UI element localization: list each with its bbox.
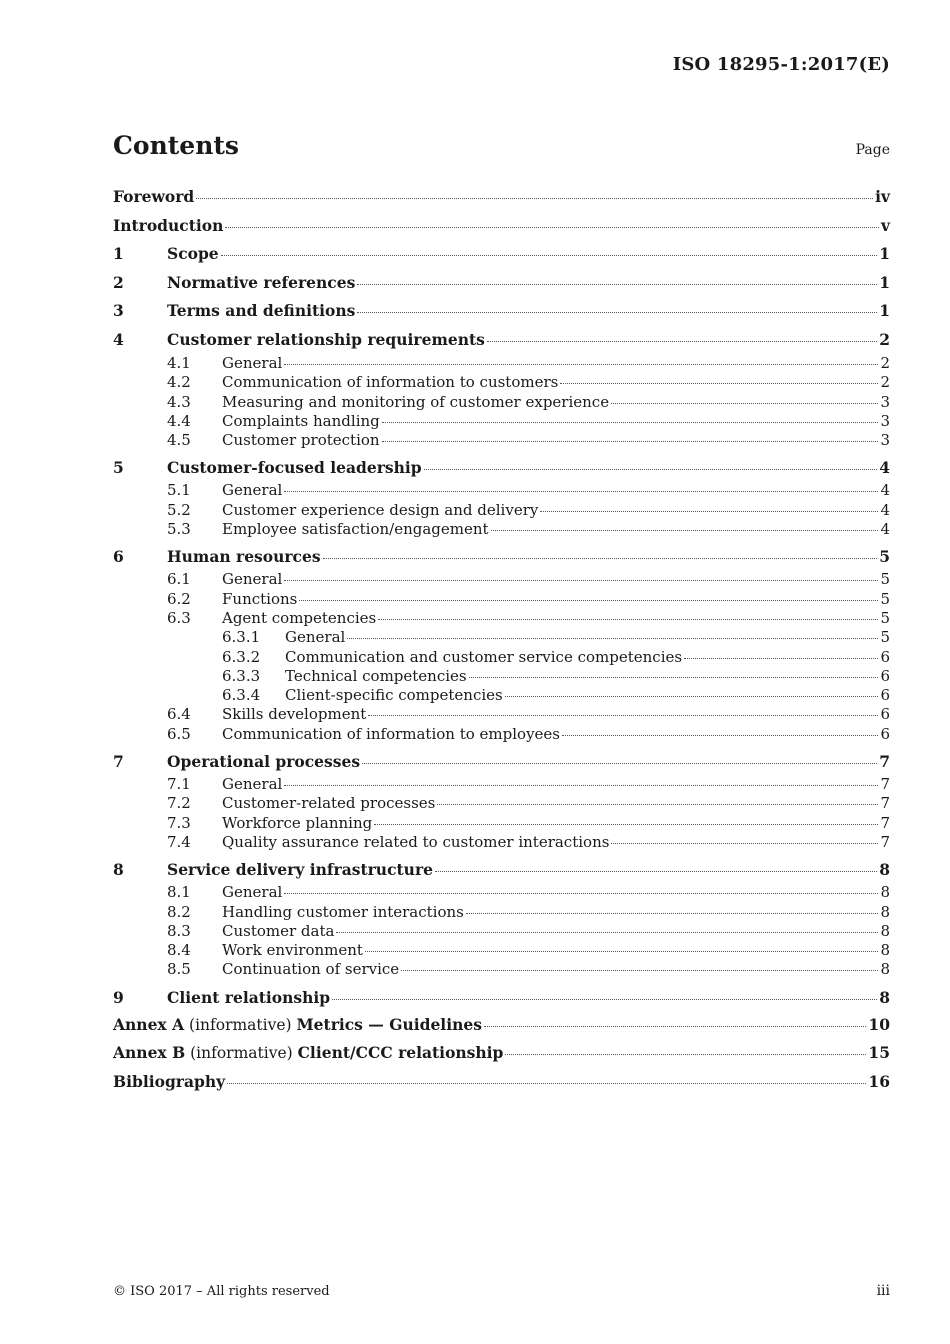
dot-leader [196, 197, 873, 199]
toc-entry-annex-title: Metrics — Guidelines [296, 1014, 482, 1034]
toc-entry-page: 6 [880, 647, 890, 666]
toc-entry-page: 8 [880, 941, 890, 960]
toc-entry-number: 6.4 [167, 705, 191, 724]
copyright-notice: © ISO 2017 – All rights reserved [113, 1284, 330, 1299]
dot-leader [284, 892, 878, 894]
toc-entry[interactable] [113, 297, 890, 326]
toc-entry[interactable] [113, 431, 890, 450]
toc-entry[interactable] [113, 744, 890, 775]
toc-entry-page: 3 [880, 411, 890, 430]
dot-leader [466, 912, 879, 914]
toc-entry[interactable] [113, 941, 890, 960]
toc-entry[interactable] [113, 883, 890, 902]
toc-entry-title: Communication of information to customers [222, 373, 559, 392]
toc-entry[interactable] [113, 501, 890, 520]
toc-entry-page: 1 [879, 272, 890, 292]
toc-entry-page: 8 [880, 921, 890, 940]
toc-entry-page: 8 [880, 902, 890, 921]
toc-entry-number: 6.2 [167, 589, 191, 608]
toc-entry[interactable] [113, 667, 890, 686]
dot-leader [368, 714, 878, 716]
toc-entry-page: 8 [880, 883, 890, 902]
toc-entry[interactable] [113, 1011, 890, 1040]
dot-leader [435, 870, 877, 872]
toc-entry-number: 6.3 [167, 608, 191, 627]
toc-entry[interactable] [113, 1039, 890, 1068]
toc-entry[interactable] [113, 570, 890, 589]
toc-entry-page: 8 [880, 960, 890, 979]
dot-leader [469, 676, 879, 678]
toc-entry-page: v [880, 215, 890, 235]
toc-entry-number: 6.5 [167, 724, 191, 743]
toc-entry-title: Scope [167, 244, 219, 263]
toc-entry-title: Customer data [222, 921, 335, 940]
toc-entry-title: Quality assurance related to customer interactions [222, 832, 610, 851]
toc-entry[interactable] [113, 1068, 890, 1097]
dot-leader [611, 402, 878, 404]
toc-entry-title: Operational processes [167, 752, 361, 772]
toc-entry-title: Skills development [222, 705, 367, 724]
toc-entry-title: General [222, 775, 283, 794]
toc-entry[interactable] [113, 814, 890, 833]
dot-leader [684, 657, 878, 659]
toc-entry-page: 6 [880, 705, 890, 724]
toc-entry-number: 7 [113, 752, 124, 772]
dot-leader [611, 842, 878, 844]
toc-entry-number: 5.3 [167, 520, 191, 539]
toc-entry-annex-type: (informative) [185, 1044, 298, 1063]
toc-entry-title: Workforce planning [222, 813, 373, 832]
toc-entry-number: 8.1 [167, 883, 191, 902]
page-column-label: Page [855, 142, 890, 158]
toc-entry-page: 16 [868, 1071, 890, 1091]
toc-entry-title: General [285, 628, 346, 647]
toc-entry-title: Foreword [113, 187, 195, 206]
toc-entry-number: 6.1 [167, 570, 191, 589]
dot-leader [347, 637, 878, 639]
toc-entry[interactable] [113, 412, 890, 431]
dot-leader [374, 823, 878, 825]
dot-leader [378, 618, 878, 620]
toc-entry-title: Communication and customer service competencies [285, 647, 683, 666]
toc-entry[interactable] [113, 183, 890, 212]
toc-entry-number: 1 [113, 244, 124, 263]
toc-entry-title: General [222, 570, 283, 589]
toc-entry[interactable] [113, 775, 890, 794]
toc-entry-number: 4.4 [167, 411, 191, 430]
toc-entry-title: Human resources [167, 547, 321, 567]
toc-entry-title: Customer-related processes [222, 794, 436, 813]
toc-entry-title: General [222, 481, 283, 500]
toc-entry-number: 8 [113, 860, 124, 880]
toc-entry-page: 5 [880, 570, 890, 589]
toc-entry-title: Technical competencies [285, 666, 467, 685]
toc-entry[interactable] [113, 794, 890, 813]
toc-entry-title: Continuation of service [222, 960, 400, 979]
dot-leader [332, 998, 877, 1000]
toc-entry-page: 3 [880, 431, 890, 450]
toc-entry[interactable] [113, 852, 890, 883]
toc-entry-title: Agent competencies [222, 608, 377, 627]
toc-entry[interactable] [113, 833, 890, 852]
toc-entry-number: 8.5 [167, 960, 191, 979]
toc-entry-title: Functions [222, 589, 298, 608]
toc-entry-title: General [222, 354, 283, 372]
toc-entry-title: Customer-focused leadership [167, 458, 422, 478]
toc-entry-page: 7 [880, 813, 890, 832]
toc-entry-page: 2 [880, 354, 890, 372]
dot-leader [284, 490, 878, 492]
toc-entry-number: 6.3.4 [222, 686, 261, 705]
toc-entry-number: 6.3.3 [222, 666, 261, 685]
toc-entry-number: 7.1 [167, 775, 191, 794]
toc-entry[interactable] [113, 481, 890, 500]
toc-entry-number: 7.3 [167, 813, 191, 832]
toc-entry[interactable] [113, 628, 890, 647]
toc-entry[interactable] [113, 980, 890, 1011]
toc-entry-annex-label: Annex B [113, 1043, 186, 1063]
toc-entry-page: 3 [880, 392, 890, 411]
toc-entry-annex-label: Annex A [113, 1014, 185, 1034]
toc-entry-title: Client relationship [167, 987, 331, 1007]
dot-leader [284, 363, 878, 365]
toc-entry-number: 5.1 [167, 481, 191, 500]
toc-entry[interactable] [113, 393, 890, 412]
dot-leader [560, 382, 878, 384]
toc-entry-title: General [222, 883, 283, 902]
toc-entry[interactable] [113, 354, 890, 373]
toc-entry-number: 5 [113, 458, 124, 478]
dot-leader [336, 931, 878, 933]
toc-entry-annex-title: Client/CCC relationship [297, 1043, 504, 1063]
dot-leader [505, 1053, 866, 1055]
toc-entry-number: 8.4 [167, 941, 191, 960]
toc-entry-title: Customer protection [222, 431, 380, 450]
toc-entry-number: 2 [113, 272, 124, 292]
dot-leader [540, 510, 878, 512]
dot-leader [491, 529, 879, 531]
dot-leader [401, 969, 878, 971]
toc-entry-page: 7 [879, 752, 890, 772]
toc-entry-page: 5 [880, 589, 890, 608]
toc-entry-number: 4.2 [167, 373, 191, 392]
dot-leader [362, 762, 877, 764]
toc-entry-page: 10 [868, 1014, 890, 1034]
toc-entry-page: 4 [880, 520, 890, 539]
dot-leader [505, 695, 879, 697]
toc-entry-number: 6.3.1 [222, 628, 261, 647]
toc-entry[interactable] [113, 539, 890, 570]
toc-entry-page: 7 [880, 775, 890, 794]
dot-leader [284, 784, 878, 786]
toc-entry[interactable] [113, 373, 890, 392]
dot-leader [357, 311, 877, 313]
toc-entry[interactable] [113, 450, 890, 481]
toc-entry-title: Handling customer interactions [222, 902, 464, 921]
toc-entry-page: 6 [880, 686, 890, 705]
toc-entry-page: 1 [879, 244, 890, 263]
toc-entry[interactable] [113, 903, 890, 922]
toc-entry-page: 4 [880, 500, 890, 519]
toc-entry-number: 6 [113, 547, 124, 567]
page-number: iii [876, 1283, 890, 1299]
toc-entry[interactable] [113, 922, 890, 941]
document-id: ISO 18295-1:2017(E) [672, 54, 890, 75]
toc-entry-title [113, 1011, 482, 1040]
toc-entry[interactable] [113, 326, 890, 355]
toc-entry-page: 8 [879, 860, 890, 880]
dot-leader [227, 1082, 866, 1084]
dot-leader [284, 579, 878, 581]
toc-entry-page: 7 [880, 794, 890, 813]
toc-entry-title: Bibliography [113, 1071, 226, 1091]
toc-entry-page: 5 [880, 608, 890, 627]
toc-entry-page: 6 [880, 666, 890, 685]
toc-entry[interactable] [113, 240, 890, 269]
toc-entry-page: 15 [868, 1043, 890, 1063]
toc-entry-title: Customer experience design and delivery [222, 500, 539, 519]
dot-leader [357, 283, 877, 285]
toc-entry-page: 5 [880, 628, 890, 647]
toc-entry-title: Service delivery infrastructure [167, 860, 433, 880]
dot-leader [299, 599, 878, 601]
table-of-contents [113, 183, 890, 1096]
dot-leader [437, 803, 878, 805]
toc-entry[interactable] [113, 212, 890, 241]
dot-leader [562, 734, 878, 736]
dot-leader [221, 254, 878, 256]
toc-entry-title: Work environment [222, 941, 363, 960]
toc-entry-number: 8.3 [167, 921, 191, 940]
toc-entry[interactable] [113, 705, 890, 724]
toc-entry-page: 6 [880, 724, 890, 743]
toc-entry-number: 9 [113, 987, 124, 1007]
dot-leader [484, 1025, 866, 1027]
toc-entry-title: Terms and definitions [167, 301, 356, 320]
toc-entry-number: 4.5 [167, 431, 191, 450]
page-title: Contents [113, 131, 240, 160]
toc-entry-page: 8 [879, 987, 890, 1007]
dot-leader [487, 340, 877, 342]
toc-entry-title: Communication of information to employees [222, 724, 560, 743]
toc-entry[interactable] [113, 590, 890, 609]
toc-entry[interactable] [113, 648, 890, 667]
toc-entry-title: Client-specific competencies [285, 686, 503, 705]
dot-leader [225, 226, 879, 228]
toc-entry-number: 4.3 [167, 392, 191, 411]
toc-entry-title: Customer relationship requirements [167, 329, 485, 349]
toc-entry-page: 2 [880, 373, 890, 392]
toc-entry-title: Normative references [167, 272, 356, 292]
toc-entry-title [113, 1039, 503, 1068]
toc-entry[interactable] [113, 269, 890, 298]
toc-entry[interactable] [113, 960, 890, 979]
toc-entry-number: 4 [113, 329, 124, 349]
toc-entry[interactable] [113, 520, 890, 539]
toc-entry[interactable] [113, 725, 890, 744]
toc-entry-number: 7.4 [167, 832, 191, 851]
toc-entry[interactable] [113, 686, 890, 705]
dot-leader [323, 557, 878, 559]
toc-entry-number: 4.1 [167, 354, 191, 372]
toc-entry-number: 3 [113, 301, 124, 320]
dot-leader [424, 468, 878, 470]
toc-entry-page: 1 [879, 301, 890, 320]
toc-entry-annex-type: (informative) [184, 1015, 297, 1034]
toc-entry-title: Measuring and monitoring of customer experience [222, 392, 610, 411]
toc-entry-page: 5 [879, 547, 890, 567]
toc-entry-page: iv [875, 187, 890, 206]
toc-entry-page: 7 [880, 832, 890, 851]
toc-entry-title: Introduction [113, 215, 224, 235]
dot-leader [382, 440, 879, 442]
toc-entry-title: Complaints handling [222, 411, 380, 430]
toc-entry-number: 5.2 [167, 500, 191, 519]
toc-entry-page: 4 [879, 458, 890, 478]
toc-entry-page: 2 [879, 329, 890, 349]
toc-entry-number: 7.2 [167, 794, 191, 813]
dot-leader [382, 421, 879, 423]
toc-entry-number: 8.2 [167, 902, 191, 921]
toc-entry-number: 6.3.2 [222, 647, 261, 666]
toc-entry-page: 4 [880, 481, 890, 500]
dot-leader [365, 950, 879, 952]
toc-entry[interactable] [113, 609, 890, 628]
toc-entry-title: Employee satisfaction/engagement [222, 520, 489, 539]
